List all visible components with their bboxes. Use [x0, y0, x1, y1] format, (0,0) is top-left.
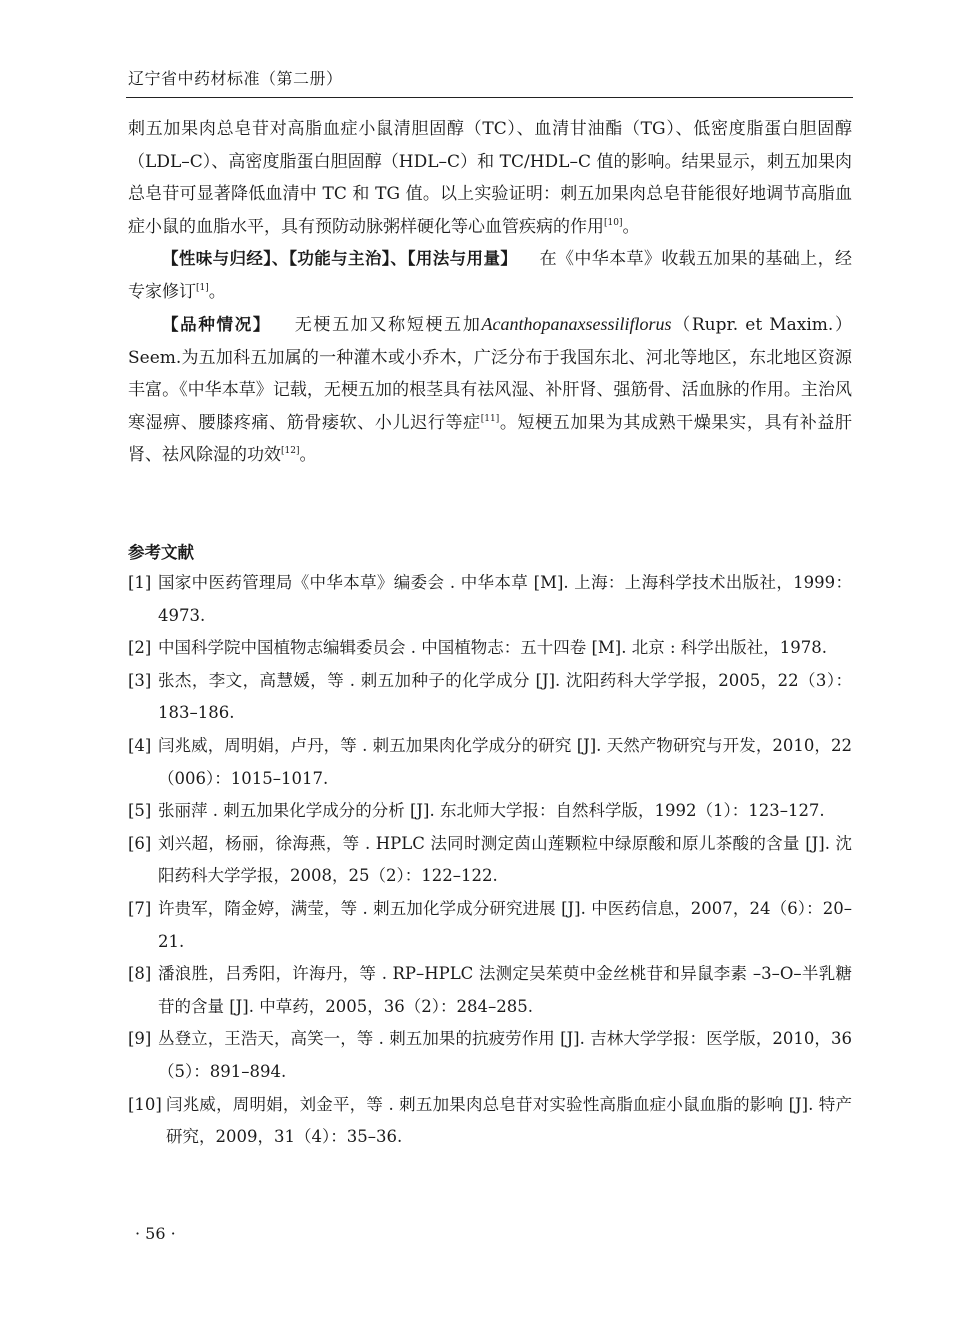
body-text: [128, 113, 852, 472]
reference-item: [128, 567, 852, 632]
reference-number: [3]: [128, 670, 152, 690]
reference-text: 刘兴超，杨丽，徐海燕，等 . HPLC 法同时测定茵山莲颗粒中绿原酸和原儿茶酸的含量 [J]. 沈阳药科大学学报，2008，25（2）：122–122.: [158, 833, 852, 886]
reference-text: 国家中医药管理局《中华本草》编委会 . 中华本草 [M]. 上海：上海科学技术出版社，1999：4973.: [158, 573, 852, 625]
running-header: 辽宁省中药材标准（第二册）: [128, 69, 343, 88]
paragraph-3: 【品种情况】 无梗五加又称短梗五加Acanthopanaxsessiliflorus（Rupr. et Maxim.）Seem.为五加科五加属的一种灌木或小乔木，广泛分布于我国东北、河北等地区，东北地区资源丰富。《中华本草》记载，无梗五加的根茎具有祛风湿、补肝肾、强筋骨、活血脉的作用。主治风寒湿痹、腰膝疼痛、筋骨痿软、小儿迟行等症[11]。短梗五加果为其成熟干燥果实，具有补益肝肾、祛风除湿的功效[12]。: [128, 314, 853, 465]
reference-text: 闫兆威，周明娟，卢丹，等 . 刺五加果肉化学成分的研究 [J]. 天然产物研究与开发，2010，22（006）：1015–1017.: [158, 735, 852, 788]
references-list: [128, 567, 852, 1154]
reference-text: 许贵军，隋金婷，满莹，等 . 刺五加化学成分研究进展 [J]. 中医药信息，2007，24（6）：20–21.: [158, 898, 852, 951]
reference-item: [128, 1089, 852, 1154]
latin-species-name: Acanthopanaxsessiliflorus: [481, 314, 672, 334]
reference-item: [128, 828, 852, 893]
reference-item: [128, 958, 852, 1023]
section-heading-properties: 【性味与归经】、【功能与主治】、【用法与用量】: [162, 249, 518, 268]
reference-text: 中国科学院中国植物志编辑委员会 . 中国植物志：五十四卷 [M]. 北京 : 科学出版社，1978.: [158, 638, 828, 658]
reference-number: [10]: [128, 1094, 162, 1114]
reference-item: [128, 795, 852, 828]
reference-text: 张丽萍 . 刺五加果化学成分的分析 [J]. 东北师大学报：自然科学版，1992（1）：123–127.: [158, 801, 825, 821]
reference-text: 丛登立，王浩天，高笑一，等 . 刺五加果的抗疲劳作用 [J]. 吉林大学学报：医学版，2010，36（5）：891–894.: [158, 1029, 852, 1081]
reference-number: [8]: [128, 964, 152, 984]
reference-item: [128, 632, 852, 665]
references-heading: 参考文献: [128, 543, 194, 562]
citation-10: [10]: [604, 217, 623, 228]
header-rule: [126, 97, 853, 98]
section-heading-variety: 【品种情况】: [162, 315, 272, 334]
citation-1: [1]: [196, 282, 209, 293]
reference-number: [1]: [128, 573, 152, 592]
page-number: · 56 ·: [135, 1224, 176, 1243]
citation-12: [12]: [281, 446, 300, 456]
reference-item: [128, 1023, 852, 1088]
reference-number: [2]: [128, 638, 152, 658]
reference-text: 潘浪胜，吕秀阳，许海丹，等 . RP–HPLC 法测定吴茱萸中金丝桃苷和异鼠李素 –3–O–半乳糖苷的含量 [J]. 中草药，2005，36（2）：284–285.: [158, 964, 852, 1016]
reference-item: [128, 893, 852, 958]
reference-number: [7]: [128, 898, 152, 918]
reference-text: 闫兆威，周明娟，刘金平，等 . 刺五加果肉总皂苷对实验性高脂血症小鼠血脂的影响 [J]. 特产研究，2009，31（4）：35–36.: [166, 1094, 852, 1147]
reference-item: [128, 730, 852, 795]
reference-item: [128, 665, 852, 730]
paragraph-2: 【性味与归经】、【功能与主治】、【用法与用量】 在《中华本草》收载五加果的基础上，经专家修订[1]。: [128, 249, 853, 302]
citation-11: [11]: [480, 413, 500, 424]
reference-number: [9]: [128, 1029, 152, 1049]
reference-number: [5]: [128, 801, 152, 821]
reference-number: [6]: [128, 833, 152, 853]
paragraph-1: 刺五加果肉总皂苷对高脂血症小鼠清胆固醇（TC）、血清甘油酯（TG）、低密度脂蛋白胆固醇（LDL–C）、高密度脂蛋白胆固醇（HDL–C）和 TC/HDL–C 值的影响。结果显示，刺五加果肉总皂苷可显著降低血清中 TC 和 TG 值。以上实验证明：刺五加果肉总皂苷能很好地调节高脂血症小鼠的血脂水平，具有预防动脉粥样硬化等心血管疾病的作用[10]。: [128, 119, 852, 237]
reference-text: 张杰，李文，高慧媛，等 . 刺五加种子的化学成分 [J]. 沈阳药科大学学报，2005，22（3）：183–186.: [158, 670, 852, 723]
paragraph-1-text: 刺五加果肉总皂苷对高脂血症小鼠清胆固醇（TC）、血清甘油酯（TG）、低密度脂蛋白胆固醇（LDL–C）、高密度脂蛋白胆固醇（HDL–C）和 TC/HDL–C 值的影响。结果显示，刺五加果肉总皂苷可显著降低血清中 TC 和 TG 值。以上实验证明：刺五加果肉总皂苷能很好地调节高脂血症小鼠的血脂水平，具有预防动脉粥样硬化等心血管疾病的作用: [128, 119, 852, 237]
paragraph-2-text: 在《中华本草》收载五加果的基础上，经专家修订: [128, 249, 853, 302]
reference-number: [4]: [128, 735, 152, 755]
